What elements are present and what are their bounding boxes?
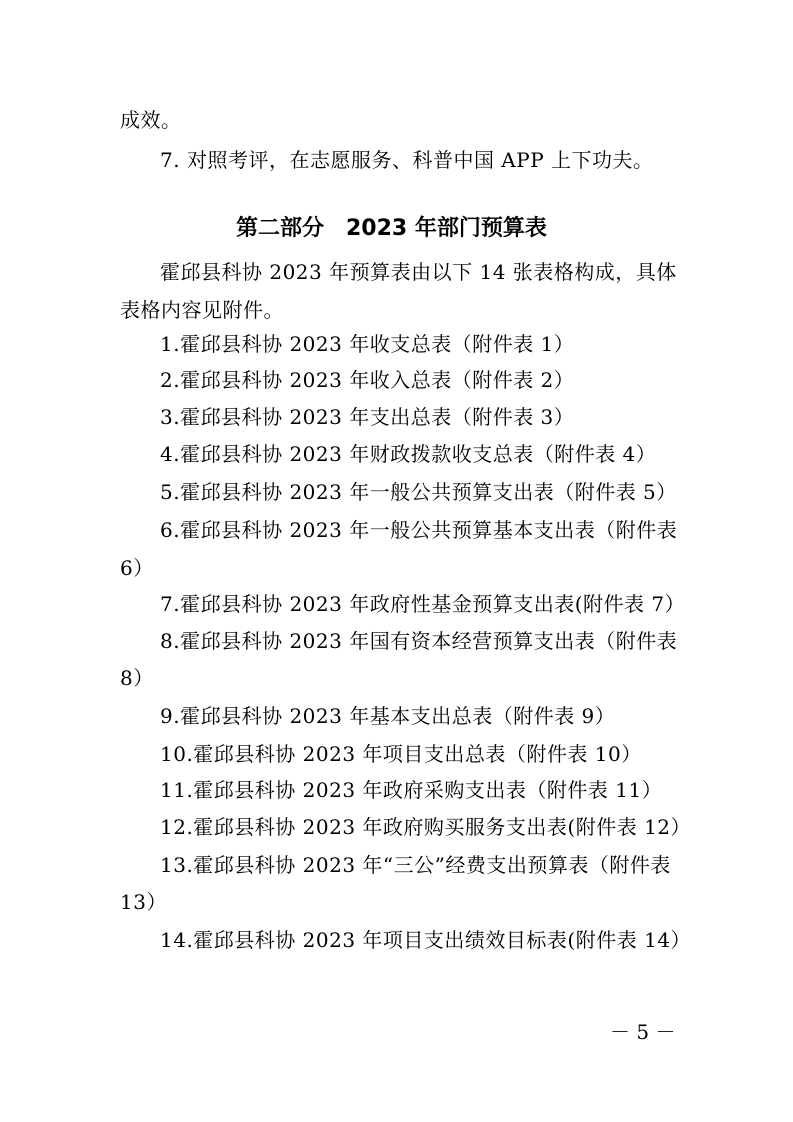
table-item-12: 12.霍邱县科协 2023 年政府购买服务支出表(附件表 12） [160,815,692,839]
intro-tail-text: 成效。 [120,108,182,132]
table-item-7: 7.霍邱县科协 2023 年政府性基金预算支出表(附件表 7） [160,592,686,616]
table-item-10: 10.霍邱县科协 2023 年项目支出总表（附件表 10） [160,742,642,766]
section-heading: 第二部分 2023 年部门预算表 [236,216,547,241]
table-item-8-line-2: 8） [120,666,154,690]
page-number: － 5 － [610,1020,676,1044]
table-item-6-line-1: 6.霍邱县科协 2023 年一般公共预算基本支出表（附件表 [160,518,678,542]
table-item-1: 1.霍邱县科协 2023 年收支总表（附件表 1） [160,332,575,356]
table-item-13-line-2: 13） [120,890,167,914]
table-item-2: 2.霍邱县科协 2023 年收入总表（附件表 2） [160,368,575,392]
table-item-3: 3.霍邱县科协 2023 年支出总表（附件表 3） [160,405,575,429]
table-item-13-line-1: 13.霍邱县科协 2023 年“三公”经费支出预算表（附件表 [160,853,671,877]
summary-line-1: 霍邱县科协 2023 年预算表由以下 14 张表格构成，具体 [160,260,677,284]
summary-line-2: 表格内容见附件。 [120,298,284,322]
table-item-11: 11.霍邱县科协 2023 年政府采购支出表（附件表 11） [160,778,663,802]
table-item-4: 4.霍邱县科协 2023 年财政拨款收支总表（附件表 4） [160,442,657,466]
table-item-8-line-1: 8.霍邱县科协 2023 年国有资本经营预算支出表（附件表 [160,629,678,653]
item-7-text: 7. 对照考评，在志愿服务、科普中国 APP 上下功夫。 [160,148,654,172]
table-item-6-line-2: 6） [120,556,154,580]
table-item-14: 14.霍邱县科协 2023 年项目支出绩效目标表(附件表 14） [160,928,692,952]
table-item-9: 9.霍邱县科协 2023 年基本支出总表（附件表 9） [160,704,616,728]
table-item-5: 5.霍邱县科协 2023 年一般公共预算支出表（附件表 5） [160,480,677,504]
